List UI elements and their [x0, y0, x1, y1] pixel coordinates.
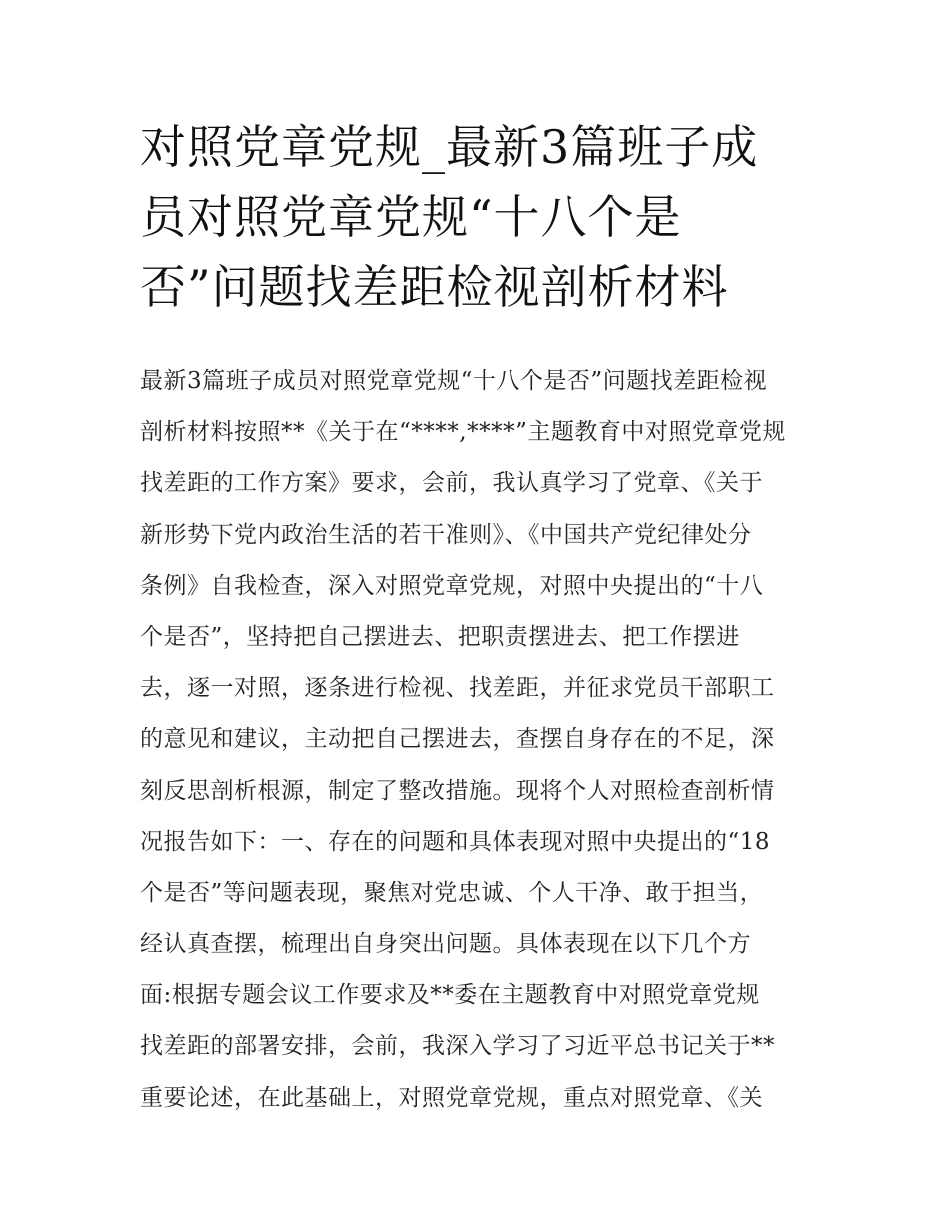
body-line: 个是否”，坚持把自己摆进去、把职责摆进去、把工作摆进 [140, 623, 740, 650]
body-line: 条例》自我检查，深入对照党章党规，对照中央提出的“十八 [140, 572, 764, 599]
body-line: 面:根据专题会议工作要求及**委在主题教育中对照党章党规 [140, 982, 760, 1009]
body-line: 的意见和建议，主动把自己摆进去，查摆自身存在的不足，深 [140, 726, 775, 753]
document-body [140, 356, 830, 1124]
document-title [140, 112, 820, 322]
body-line: 剖析材料按照**《关于在“****,****”主题教育中对照党章党规 [140, 419, 786, 446]
body-line: 况报告如下：一、存在的问题和具体表现对照中央提出的“18 [140, 828, 771, 855]
title-line: 对照党章党规_最新3篇班子成 [140, 120, 759, 174]
body-line: 找差距的工作方案》要求，会前，我认真学习了党章、《关于 [140, 470, 763, 497]
body-line: 个是否”等问题表现，聚焦对党忠诚、个人干净、敢于担当， [140, 879, 764, 906]
body-line: 最新3篇班子成员对照党章党规“十八个是否”问题找差距检视 [140, 368, 768, 394]
body-line: 新形势下党内政治生活的若干准则》、《中国共产党纪律处分 [140, 521, 752, 548]
body-line: 重要论述，在此基础上，对照党章党规，重点对照党章、《关 [140, 1084, 763, 1111]
body-line: 经认真查摆，梳理出自身突出问题。具体表现在以下几个方 [140, 931, 751, 958]
title-line: 员对照党章党规“十八个是 [140, 190, 682, 244]
body-line: 刻反思剖析根源，制定了整改措施。现将个人对照检查剖析情 [140, 777, 775, 804]
body-line: 去，逐一对照，逐条进行检视、找差距，并征求党员干部职工 [140, 675, 775, 702]
body-line: 找差距的部署安排，会前，我深入学习了习近平总书记关于** [140, 1033, 775, 1060]
title-line: 否”问题找差距检视剖析材料 [140, 260, 729, 314]
